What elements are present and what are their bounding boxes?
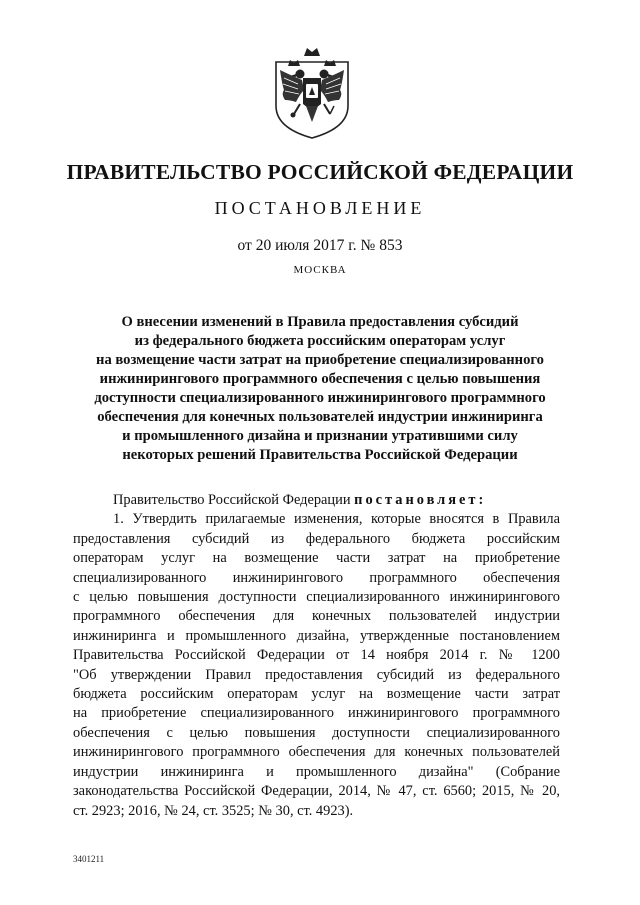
paragraph-line: 1. Утвердить прилагаемые изменения, которые вносятся в Правила — [113, 511, 560, 528]
decree-word: постановляет: — [354, 492, 487, 508]
subject-line: доступности специализированного инжинирингового программного — [94, 390, 546, 406]
document-code: 3401211 — [73, 854, 105, 864]
subject-line: обеспечения для конечных пользователей индустрии инжиниринга — [97, 409, 543, 425]
paragraph-line: бюджета российским операторам услуг на возмещение части затрат — [73, 686, 560, 703]
subject-line: на возмещение части затрат на приобретение специализированного — [96, 352, 544, 368]
paragraph-line: программного обеспечения для конечных пользователей индустрии — [73, 608, 560, 625]
paragraph-line: законодательства Российской Федерации, 2014, № 47, ст. 6560; 2015, № 20, — [73, 783, 560, 800]
paragraph-line: предоставления субсидий из федерального бюджета российским — [73, 530, 560, 547]
city-label: МОСКВА — [293, 264, 347, 276]
paragraph-line: обеспечения с целью повышения доступности специализированного — [73, 724, 560, 741]
document-subject — [80, 313, 560, 465]
paragraph-line: индустрии инжиниринга и промышленного дизайна" (Собрание — [73, 763, 560, 780]
subject-line: О внесении изменений в Правила предоставления субсидий — [121, 314, 519, 330]
russian-coat-of-arms-icon — [270, 44, 354, 140]
paragraph-line: инжиниринга и промышленного дизайна, утвержденные постановлением — [73, 627, 560, 644]
government-title: ПРАВИТЕЛЬСТВО РОССИЙСКОЙ ФЕДЕРАЦИИ — [66, 160, 574, 184]
subject-line: и промышленного дизайна и признании утратившими силу — [122, 428, 518, 444]
document-type: ПОСТАНОВЛЕНИЕ — [214, 198, 426, 218]
document-body — [73, 491, 560, 821]
preamble-text: Правительство Российской Федерации — [113, 492, 351, 508]
subject-line: некоторых решений Правительства Российской Федерации — [122, 447, 518, 463]
preamble-line — [73, 491, 560, 510]
paragraph-line: операторам услуг на возмещение части затрат на приобретение — [73, 550, 560, 567]
subject-line: инжинирингового программного обеспечения с целью повышения — [99, 371, 541, 387]
paragraph-line: на приобретение специализированного инжинирингового программного — [73, 705, 560, 722]
subject-line: из федерального бюджета российским операторам услуг — [134, 333, 506, 349]
paragraph-line: "Об утверждении Правил предоставления субсидий из федерального — [73, 666, 560, 683]
paragraph-line: Правительства Российской Федерации от 14 ноября 2014 г. № 1200 — [73, 647, 560, 664]
paragraph-line: специализированного инжинирингового программного обеспечения — [73, 569, 560, 586]
paragraph-line: ст. 2923; 2016, № 24, ст. 3525; № 30, ст. 4923). — [73, 802, 354, 819]
paragraph-line: с целью повышения доступности специализированного инжинирингового — [73, 589, 560, 606]
document-date-number: от 20 июля 2017 г. № 853 — [237, 237, 403, 254]
paragraph-line: инжинирингового программного обеспечения для конечных пользователей — [73, 744, 560, 761]
